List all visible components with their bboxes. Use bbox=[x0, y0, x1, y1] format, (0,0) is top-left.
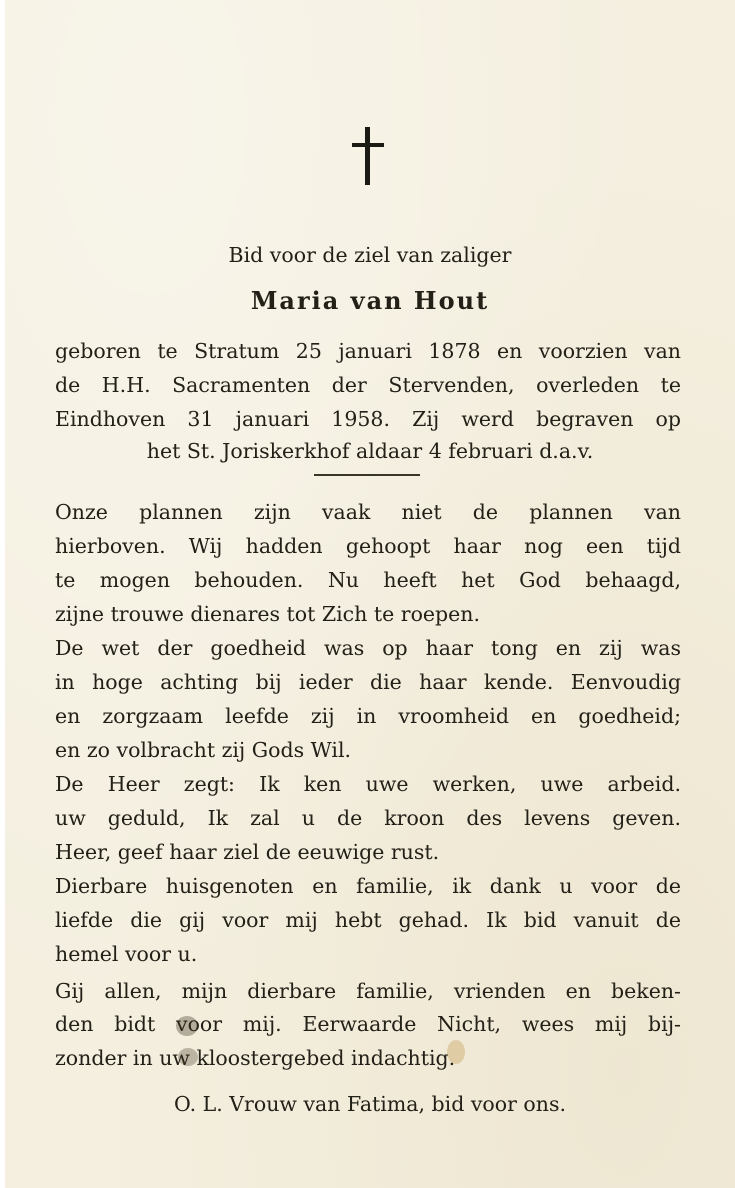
body-line: Gij allen, mijn dierbare familie, vrienden en beken- bbox=[55, 979, 681, 1003]
header-text: Bid voor de ziel van zaliger bbox=[228, 243, 512, 267]
body-line: zijne trouwe dienares tot Zich te roepen. bbox=[55, 602, 481, 626]
body-line: hierboven. Wij hadden gehoopt haar nog een tijd bbox=[55, 534, 681, 558]
body-line: Dierbare huisgenoten en familie, ik dank u voor de bbox=[55, 874, 681, 898]
body-line: Heer, geef haar ziel de eeuwige rust. bbox=[55, 840, 440, 864]
body-line: zonder in uw kloostergebed indachtig. bbox=[55, 1046, 456, 1070]
ink-blot bbox=[176, 1016, 198, 1036]
body-line: en zo volbracht zij Gods Wil. bbox=[55, 738, 352, 762]
bio-line: het St. Joriskerkhof aldaar 4 februari d.a.v. bbox=[146, 439, 594, 463]
body-line: Onze plannen zijn vaak niet de plannen van bbox=[55, 500, 681, 524]
bio-line: de H.H. Sacramenten der Stervenden, overleden te bbox=[55, 373, 681, 397]
body-line: De wet der goedheid was op haar tong en zij was bbox=[55, 636, 681, 660]
closing-prayer: O. L. Vrouw van Fatima, bid voor ons. bbox=[173, 1092, 567, 1116]
body-line: in hoge achting bij ieder die haar kende. Eenvoudig bbox=[55, 670, 681, 694]
body-line: en zorgzaam leefde zij in vroomheid en goedheid; bbox=[55, 704, 681, 728]
divider bbox=[314, 474, 420, 476]
body-line: liefde die gij voor mij hebt gehad. Ik bid vanuit de bbox=[55, 908, 681, 932]
bio-line: geboren te Stratum 25 januari 1878 en voorzien van bbox=[55, 339, 681, 363]
bio-line: Eindhoven 31 januari 1958. Zij werd begraven op bbox=[55, 407, 681, 431]
stain-spot bbox=[447, 1040, 465, 1064]
body-line: te mogen behouden. Nu heeft het God behaagd, bbox=[55, 568, 681, 592]
body-line: den bidt voor mij. Eerwaarde Nicht, wees mij bij- bbox=[55, 1012, 681, 1036]
body-line: uw geduld, Ik zal u de kroon des levens geven. bbox=[55, 806, 681, 830]
body-line: hemel voor u. bbox=[55, 942, 198, 966]
memorial-card bbox=[5, 0, 735, 1188]
deceased-name: Maria van Hout bbox=[250, 286, 490, 315]
ink-blot bbox=[178, 1048, 198, 1066]
body-line: De Heer zegt: Ik ken uwe werken, uwe arbeid. bbox=[55, 772, 681, 796]
cross-icon bbox=[350, 127, 386, 187]
